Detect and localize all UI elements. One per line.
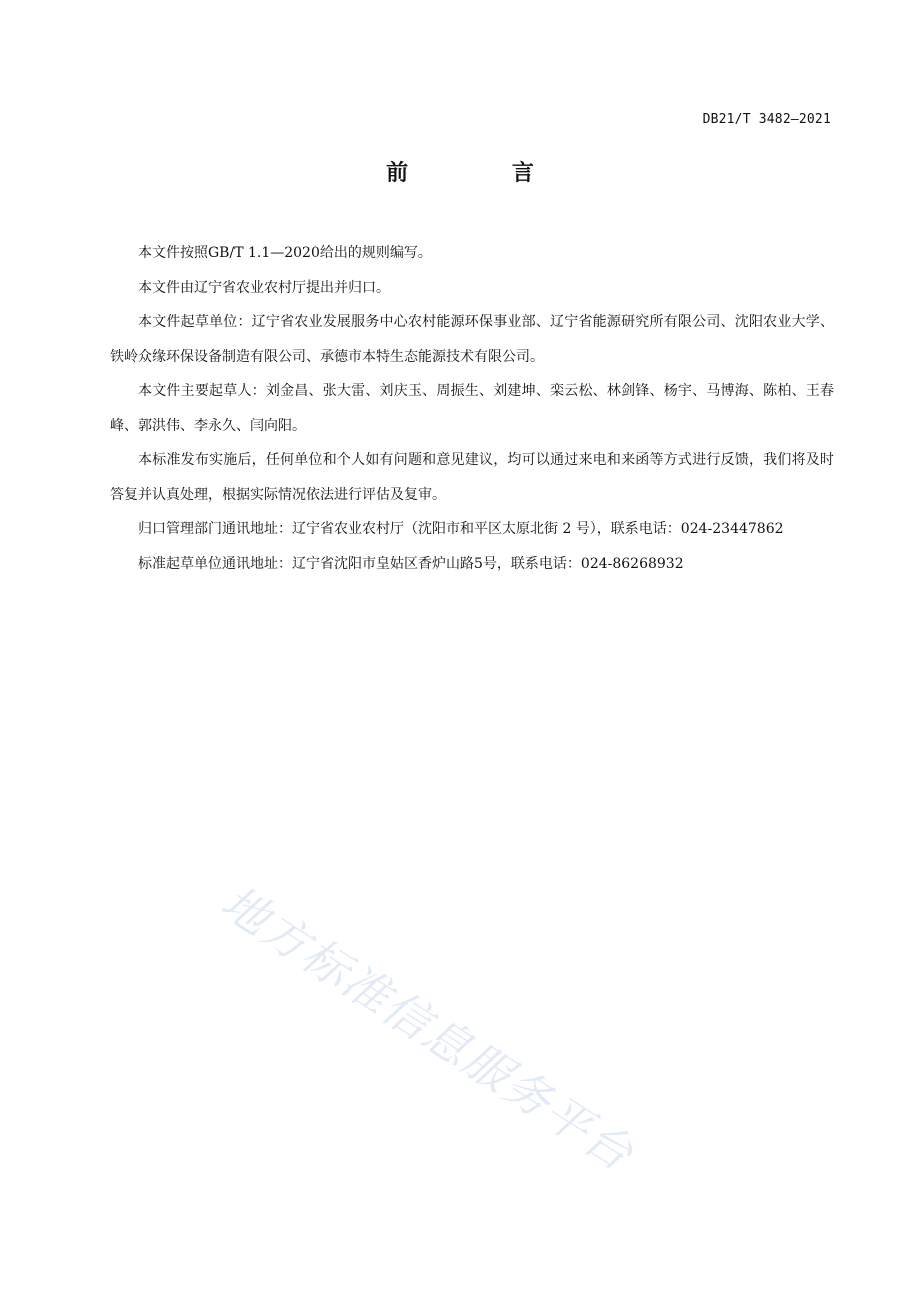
paragraph-feedback: 本标准发布实施后，任何单位和个人如有问题和意见建议，均可以通过来电和来函等方式进行反馈，我们将及时答复并认真处理，根据实际情况依法进行评估及复审。 [110, 452, 834, 503]
paragraph-drafter-address: 标准起草单位通讯地址：辽宁省沈阳市皇姑区香炉山路5号，联系电话：024-86268932 [138, 555, 684, 572]
paragraph-drafters: 本文件主要起草人：刘金昌、张大雷、刘庆玉、周振生、刘建坤、栾云松、林剑锋、杨宇、马博海、陈柏、王春峰、郭洪伟、李永久、闫向阳。 [110, 383, 834, 434]
paragraph-drafting-units: 本文件起草单位：辽宁省农业发展服务中心农村能源环保事业部、辽宁省能源研究所有限公司、沈阳农业大学、铁岭众缘环保设备制造有限公司、承德市本特生态能源技术有限公司。 [110, 314, 834, 365]
page-title-text: 前 言 [386, 161, 582, 186]
paragraph-proposer: 本文件由辽宁省农业农村厅提出并归口。 [138, 279, 390, 296]
foreword-body [110, 236, 834, 581]
document-code: DB21/T 3482—2021 [702, 112, 831, 127]
page-title [0, 156, 920, 187]
paragraph-drafting-rules: 本文件按照GB/T 1.1—2020给出的规则编写。 [138, 245, 432, 261]
paragraph-authority-address: 归口管理部门通讯地址：辽宁省农业农村厅（沈阳市和平区太原北街 2 号），联系电话：024-23447862 [138, 521, 784, 537]
watermark: 地方标准信息服务平台 [211, 874, 644, 1182]
